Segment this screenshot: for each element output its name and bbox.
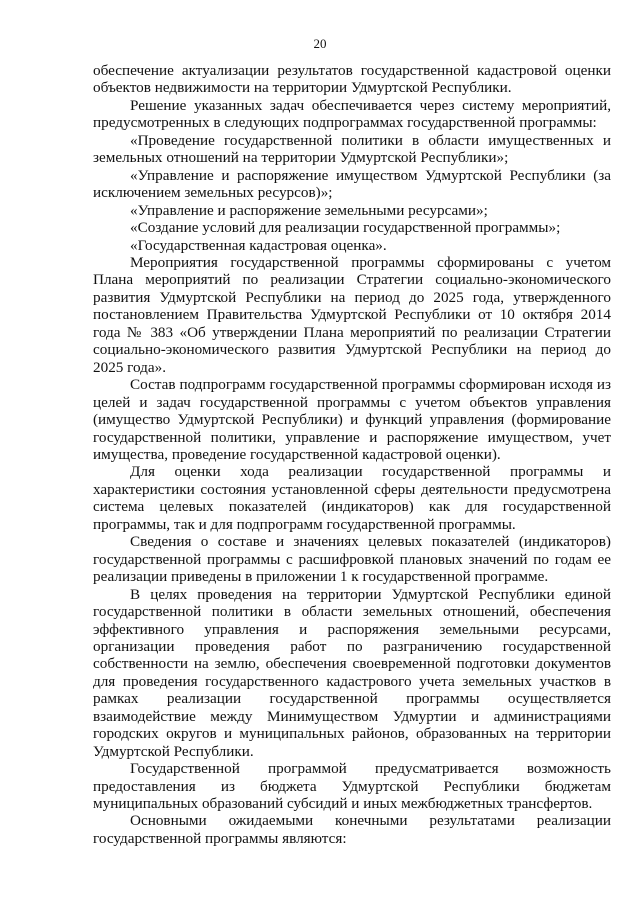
paragraph-land-policy: В целях проведения на территории Удмуртской Республики единой государственной политики в области земельных отношений, обеспечения эффективного управления и распоряжения земельными ресурсами, организации проведения работ по разграничению государственной собственности на землю, обеспечения своевременной подготовки документов для проведения государственного кадастрового учета земельных участков в рамках реализации государственной программы осуществляется взаимодействие между Минимуществом Удмуртии и администрациями городских округов и муниципальных районов, образованных на территории Удмуртской Республики. (93, 585, 611, 760)
paragraph-subprogram-land: «Управление и распоряжение земельными ресурсами»; (130, 201, 488, 219)
paragraph-subprogram-policy: «Проведение государственной политики в области имущественных и земельных отношений на территории Удмуртской Республики»; (93, 131, 611, 167)
paragraph-subprogram-composition: Состав подпрограмм государственной программы сформирован исходя из целей и задач государственной программы с учетом объектов управления (имущество Удмуртской Республики) и функций управления (формирование государственной политики, управление и распоряжение имуществом, учет имущества, проведение государственной кадастровой оценки). (93, 376, 611, 463)
paragraph-expected-results: Основными ожидаемыми конечными результатами реализации государственной программы являются: (93, 812, 611, 847)
paragraph-tasks-solution: Решение указанных задач обеспечивается через систему мероприятий, предусмотренных в следующих подпрограммах государственной программы: (93, 96, 611, 132)
paragraph-subsidies: Государственной программой предусматривается возможность предоставления из бюджета Удмуртской Республики бюджетам муниципальных образований субсидий и иных межбюджетных трансфертов. (93, 760, 611, 813)
paragraph-subprogram-cadastral: «Государственная кадастровая оценка». (130, 236, 387, 254)
paragraph-indicators-appendix: Сведения о составе и значениях целевых показателей (индикаторов) государственной программы с расшифровкой плановых значений по годам ее реализации приведены в приложении 1 к государственной программе. (93, 533, 611, 586)
paragraph-cadastral-update: обеспечение актуализации результатов государственной кадастровой оценки объектов недвижимости на территории Удмуртской Республики. (93, 62, 611, 97)
paragraph-indicators-system: Для оценки хода реализации государственной программы и характеристики состояния установленной сферы деятельности предусмотрена система целевых показателей (индикаторов) как для государственной программы, так и для подпрограмм государственной программы. (93, 463, 611, 533)
page-number: 20 (313, 36, 327, 51)
paragraph-subprogram-property: «Управление и распоряжение имуществом Удмуртской Республики (за исключением земельных ресурсов)»; (93, 166, 611, 202)
document-body (93, 62, 611, 847)
paragraph-strategy-plan: Мероприятия государственной программы сформированы с учетом Плана мероприятий по реализации Стратегии социально-экономического развития Удмуртской Республики на период до 2025 года, утвержденного постановлением Правительства Удмуртской Республики от 10 октября 2014 года № 383 «Об утверждении Плана мероприятий по реализации Стратегии социально-экономического развития Удмуртской Республики на период до 2025 года». (93, 253, 611, 376)
paragraph-subprogram-conditions: «Создание условий для реализации государственной программы»; (130, 219, 561, 237)
